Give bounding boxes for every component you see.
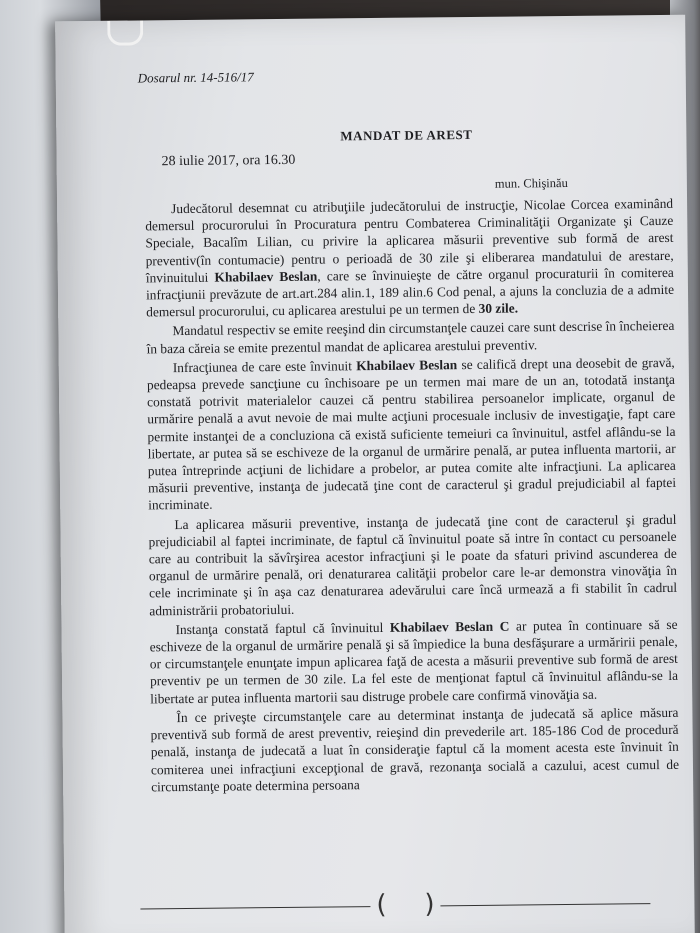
signature-line-right bbox=[440, 903, 650, 906]
paragraph-1: Judecătorul desemnat cu atribuţiile judecătorului de instrucţie, Nicolae Corcea examinând demersul procurorului în Procuratura pentru Combaterea Criminalităţii Organizate şi Cauze Speciale, Bacalîm Lilian, cu privire la aplicarea măsurii preventive sub formă de arest preventiv(în contumacie) pentru o perioadă de 30 zile şi eliberarea mandatului de arestare, învinuitului Khabilaev Beslan, care se învinuieşte de către organul procuraturii în comiterea infracţiunii prevăzute de art.art.284 alin.1, 189 alin.6 Cod penal, a ajuns la concluzia de a admite demersul procurorului, cu aplicarea arestului pe un termen de 30 zile. bbox=[145, 195, 675, 320]
accused-name: Khabilaev Beslan bbox=[356, 356, 458, 374]
paragraph-6: În ce priveşte circumstanţele care au determinat instanţa de judecată să aplice măsura preventivă sub formă de arest preventiv, reieşind din prevederile art. 185-186 Cod de procedură penală, instanţa de judecată a luat în consideraţie faptul că la moment acesta este învinuit în comiterea unei infracţiuni excepţional de gravă, rezonanţa socială a cazului, acest cumul de circumstanţe poate determina persoana bbox=[150, 704, 680, 795]
paragraph-5: Instanţa constată faptul că învinuitul Khabilaev Beslan C ar putea în continuare să se eschiveze de la organul de urmărire penală şi să împiedice la buna desfăşurare a urmăririi penale, or circumstanţele enunţate impun aplicarea faţă de acesta a măsurii preventive sub formă de arest preventiv pe un termen de 30 zile. La fel este de menţionat faptul că învinuitul aflându-se la libertate ar putea influenta martorii sau distruge probele care confirmă vinovăţia sa. bbox=[149, 616, 679, 707]
signature-close-paren: ) bbox=[424, 889, 435, 920]
case-number: Dosarul nr. 14-516/17 bbox=[137, 69, 254, 86]
accused-name: Khabilaev Beslan C bbox=[389, 618, 510, 635]
signature-area bbox=[140, 889, 660, 924]
issue-place: mun. Chişinău bbox=[494, 175, 568, 191]
paragraph-2: Mandatul respectiv se emite reeşind din circumstanţele cauzei care sunt descrise în încheierea în baza căreia se emite prezentul mandat de aplicarea arestului preventiv. bbox=[146, 318, 675, 357]
binder-ring-icon bbox=[107, 20, 143, 45]
paragraph-3: Infracţiunea de care este învinuit Khabilaev Beslan se califică drept una deosebit de gravă, pedeapsa prevede sancţiune cu închisoare pe un termen mai mare de un an, totodată instanţa constată potrivit materialelor cauzei că pentru stabilirea persoanelor implicate, organul de urmărire penală a avut nevoie de mai multe acţiuni procesuale inclusiv de investigaţie, fapt care permite instanţei de a concluziona că există suficiente temeiuri ca învinuitul, astfel aflându-se la libertate, ar putea să se eschiveze de la organul de urmărire penală, ar putea influenta martorii, ar putea întreprinde acţiuni de lichidare a probelor, ar putea comite alte infracţiuni. La aplicarea măsurii preventive, instanţa de judecată ţine cont de caracterul şi gradul prejudiciabil al faptei incriminate. bbox=[146, 354, 677, 513]
signature-line-left bbox=[140, 906, 370, 909]
signature-open-paren: ( bbox=[376, 889, 387, 921]
accused-name: Khabilaev Beslan bbox=[214, 268, 318, 285]
document-title: MANDAT DE AREST bbox=[340, 126, 473, 144]
document-body bbox=[145, 195, 679, 795]
arrest-term: 30 zile. bbox=[478, 300, 519, 317]
paragraph-4: La aplicarea măsurii preventive, instanţa de judecată ţine cont de caracterul şi gradul prejudiciabil al faptei incriminate, de faptul că învinuitul poate să intre în contact cu persoanele care au contribuit la săvîrşirea acestor infracţiuni şi le poate da sfaturi privind ascunderea de organul de urmărire penală, ori denaturarea calităţii probelor care le-ar demonstra vinovăţia în cele incriminate şi în aşa caz denaturarea adevărului care încă urmează a fi stabilit în cadrul administrării probatoriului. bbox=[148, 511, 678, 619]
document-page bbox=[55, 15, 695, 933]
issue-date: 28 iulie 2017, ora 16.30 bbox=[161, 152, 296, 170]
